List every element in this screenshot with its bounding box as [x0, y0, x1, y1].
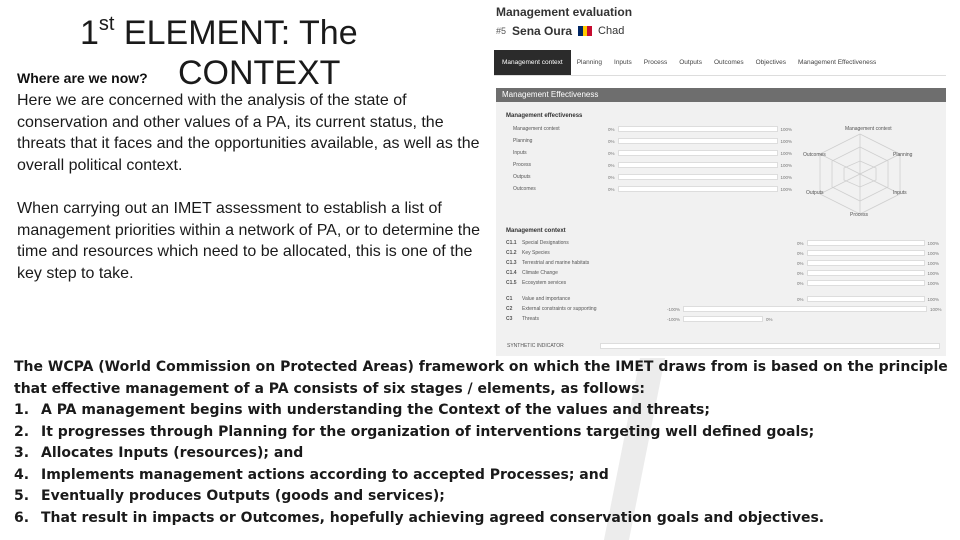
context-description: Here we are concerned with the analysis of the state of conservation and other values of a PA, its current status, the threats that it faces and the opportunities available, as well as the overall political context.: [17, 92, 480, 174]
list-item: 1. A PA management begins with understanding the Context of the values and threats;: [14, 402, 710, 418]
ctx-row: C1.4 Climate Change 0% 100%: [506, 270, 940, 276]
eff-row: Inputs 0% 100%: [513, 150, 793, 156]
eff-row: Planning 0% 100%: [513, 138, 793, 144]
tab-management-context[interactable]: Management context: [494, 50, 571, 75]
tab-inputs[interactable]: Inputs: [614, 59, 632, 66]
ctx-row: C1.1 Special Designations 0% 100%: [506, 240, 940, 246]
ctx-row: C1.5 Ecosystem services 0% 100%: [506, 280, 940, 286]
ctx-row: C3 Threats -100% 0%: [506, 316, 773, 322]
radar-label: Outputs: [806, 190, 824, 196]
tab-management-effectiveness[interactable]: Management Effectiveness: [797, 59, 877, 66]
evaluation-tabs: [494, 50, 946, 76]
radar-label: Inputs: [893, 190, 907, 196]
eff-row: Process 0% 100%: [513, 162, 793, 168]
stages-list: [14, 400, 950, 529]
assessment-description: When carrying out an IMET assessment to establish a list of management priorities within a network of PA, or to determine the time and resources which need to be allocated, this is one of the key step to take.: [17, 200, 481, 282]
tab-outputs[interactable]: Outputs: [679, 59, 702, 66]
eff-row: Management context 0% 100%: [513, 126, 793, 132]
slide-subtitle: Where are we now?: [17, 70, 148, 86]
slide-title: 1st ELEMENT: The: [80, 13, 358, 52]
list-item: 2. It progresses through Planning for the organization of interventions targeting well defined goals;: [14, 423, 815, 440]
list-item: 5. Eventually produces Outputs (goods and services);: [14, 488, 445, 504]
site-id: #5: [496, 26, 507, 36]
tab-process[interactable]: Process: [643, 59, 668, 66]
framework-intro: The WCPA (World Commission on Protected Areas) framework on which the IMET draws from is based on the principle that effective management of a PA consists of six stages / elements, as follows:: [14, 359, 948, 397]
radar-label: Planning: [893, 152, 913, 158]
screenshot-site-header: [496, 24, 624, 38]
wcpa-framework-text: [14, 357, 950, 529]
list-item: 4. Implements management actions according to accepted Processes; and: [14, 466, 609, 483]
synthetic-indicator-bar: [600, 343, 940, 349]
radar-label: Management context: [845, 126, 892, 132]
eff-row: Outcomes 0% 100%: [513, 186, 793, 192]
list-item: 3. Allocates Inputs (resources); and: [14, 445, 304, 461]
radar-chart-graphic: [800, 124, 920, 224]
list-item: 6. That result in impacts or Outcomes, hopefully achieving agreed conservation goals and objectives.: [14, 509, 825, 526]
tab-objectives[interactable]: Objectives: [755, 59, 786, 66]
ctx-row: C1 Value and importance 0% 100%: [506, 296, 940, 302]
tab-planning[interactable]: Planning: [576, 59, 603, 66]
effectiveness-heading: Management effectiveness: [506, 113, 583, 119]
ctx-row: C2 External constraints or supporting -100% 100%: [506, 306, 942, 312]
country-name: Chad: [598, 25, 625, 37]
context-heading: Management context: [506, 228, 566, 234]
screenshot-title: Management evaluation: [496, 5, 633, 19]
synthetic-indicator-label: SYNTHETIC INDICATOR: [507, 343, 564, 349]
section-header: Management Effectiveness: [496, 88, 946, 102]
eff-row: Outputs 0% 100%: [513, 174, 793, 180]
chad-flag-icon: [578, 26, 592, 36]
ctx-row: C1.3 Terrestrial and marine habitats 0% 100%: [506, 260, 940, 266]
radar-label: Process: [850, 212, 869, 218]
tab-outcomes[interactable]: Outcomes: [713, 59, 744, 66]
ctx-row: C1.2 Key Species 0% 100%: [506, 250, 940, 256]
radar-label: Outcomes: [803, 152, 826, 158]
site-name: Sena Oura: [512, 24, 573, 38]
slide-title-context: CONTEXT: [178, 54, 341, 92]
